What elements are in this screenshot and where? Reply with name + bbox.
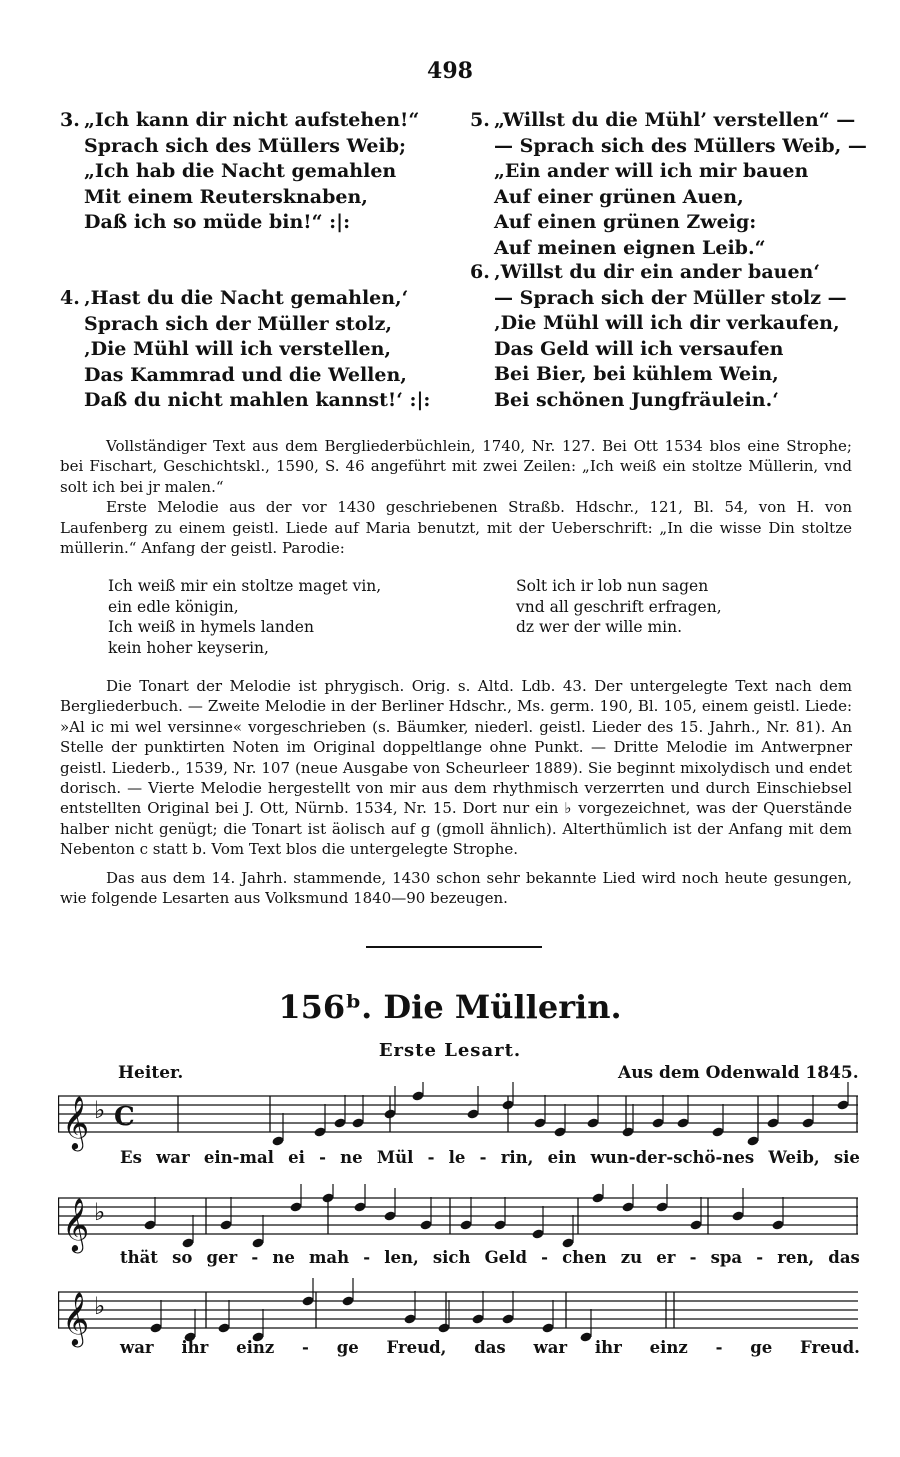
- stanza-line: ‚Hast du die Nacht gemahlen,‘: [84, 287, 409, 309]
- stanza-line: Das Geld will ich versaufen: [494, 337, 784, 360]
- stanza-line: ‚Willst du dir ein ander bauen‘: [494, 261, 820, 283]
- commentary-paragraph: Erste Melodie aus der vor 1430 geschriebenen Straßb. Hdschr., 121, Bl. 54, von H. von Laufenberg zu einem geistl. Liede auf Maria benutzt, mit der Ueberschrift: „In die wisse Din stoltze müllerin.“ Anfang der geistl. Parodie:: [60, 498, 852, 558]
- stanza-3: [60, 108, 419, 236]
- lyric-syllable: das: [474, 1338, 506, 1357]
- stanza-line: „Ein ander will ich mir bauen: [494, 160, 809, 182]
- old-verse-line: Ich weiß in hymels landen: [108, 618, 314, 636]
- lyric-syllable: le: [448, 1148, 466, 1167]
- stanza-line: Auf einen grünen Zweig:: [494, 211, 757, 233]
- lyric-syllable: einz: [236, 1338, 275, 1357]
- lyric-syllable: ihr: [594, 1338, 622, 1357]
- stanza-4: [60, 286, 430, 414]
- stanza-line: Auf meinen eignen Leib.“: [494, 236, 766, 259]
- stanza-line: Daß du nicht mahlen kannst!‘ :|:: [84, 389, 431, 411]
- lyric-syllable: -: [715, 1338, 723, 1357]
- commentary-top: [60, 436, 852, 558]
- old-verse-line: Solt ich ir lob nun sagen: [516, 577, 709, 595]
- lyric-syllable: -: [541, 1248, 548, 1267]
- lyric-syllable: war: [533, 1338, 568, 1357]
- lyric-syllable: Freud,: [386, 1338, 447, 1357]
- lyrics-line-2: [120, 1248, 860, 1267]
- lyric-syllable: ein: [547, 1148, 577, 1167]
- stanza-line: Bei schönen Jungfräulein.‘: [494, 388, 779, 411]
- stanza-line: Daß ich so müde bin!“ :|:: [84, 211, 351, 233]
- lyric-syllable: Weib,: [768, 1148, 820, 1167]
- lyric-syllable: so: [172, 1248, 193, 1267]
- commentary-bottom: [60, 676, 852, 908]
- old-verse-line: vnd all geschrift erfragen,: [516, 597, 722, 616]
- lyric-syllable: sie: [833, 1148, 860, 1167]
- lyric-syllable: Freud.: [800, 1338, 860, 1357]
- stanza-line: „Willst du die Mühl’ verstellen“ —: [494, 109, 856, 131]
- lyric-syllable: ihr: [181, 1338, 209, 1357]
- stanza-6: [470, 260, 847, 413]
- stanza-number: 5.: [470, 109, 490, 131]
- old-verse-right: [516, 576, 722, 638]
- lyric-syllable: chen: [562, 1248, 607, 1267]
- stanza-line: Auf einer grünen Auen,: [494, 185, 744, 208]
- lyric-syllable: -: [302, 1338, 309, 1357]
- lyric-syllable: zu: [620, 1248, 643, 1267]
- song-subtitle: Erste Lesart.: [378, 1040, 522, 1061]
- key-signature-flat-icon: ♭: [94, 1198, 106, 1226]
- lyrics-line-1: [120, 1148, 860, 1167]
- lyric-syllable: -: [363, 1248, 371, 1267]
- song-heading: [0, 988, 900, 1026]
- old-verse-line: dz wer der wille min.: [516, 618, 683, 636]
- stanza-number: 3.: [60, 109, 80, 131]
- lyric-syllable: war: [156, 1148, 190, 1167]
- lyric-syllable: ger: [206, 1248, 238, 1267]
- stanza-line: ‚Die Mühl will ich verstellen,: [84, 338, 391, 360]
- stanza-line: Sprach sich der Müller stolz,: [84, 312, 392, 335]
- song-title: Die Müllerin.: [383, 988, 622, 1026]
- lyric-syllable: er: [656, 1248, 676, 1267]
- old-verse-line: ein edle königin,: [108, 597, 239, 616]
- song-origin: Aus dem Odenwald 1845.: [618, 1063, 859, 1083]
- lyric-syllable: -: [427, 1148, 435, 1167]
- stanza-5: [470, 108, 867, 261]
- lyric-syllable: mah: [308, 1248, 350, 1267]
- stanza-line: — Sprach sich der Müller stolz —: [494, 286, 847, 309]
- tempo-marking: Heiter.: [118, 1063, 184, 1083]
- old-verse-line: kein hoher keyserin,: [108, 638, 269, 657]
- lyric-syllable: Mül: [376, 1148, 414, 1167]
- stanza-number: 6.: [470, 261, 490, 283]
- commentary-paragraph: Das aus dem 14. Jahrh. stammende, 1430 schon sehr bekannte Lied wird noch heute gesungen, wie folgende Lesarten aus Volksmund 1840—90 bezeugen.: [60, 868, 852, 908]
- commentary-paragraph: Die Tonart der Melodie ist phrygisch. Orig. s. Altd. Ldb. 43. Der untergelegte Text nach dem Bergliederbuch. — Zweite Melodie in der Berliner Hdschr., Ms. germ. 190, Bl. 105, einem geistl. Liede: »Al ic mi wel versinne« vorgeschrieben (s. Bäumker, niederl. geistl. Lieder des 15. Jahrh., Nr. 81). An Stelle der punktirten Noten im Original doppeltlange ohne Punkt. — Dritte Melodie im Antwerpner geistl. Liederb., 1539, Nr. 107 (neue Ausgabe von Scheurleer 1889). Sie beginnt mixolydisch und endet dorisch. — Vierte Melodie hergestellt von mir aus dem rhythmisch verzerrten und durch Einschiebsel entstellten Original bei J. Ott, Nürnb. 1534, Nr. 15. Dort nur ein ♭ vorgezeichnet, was der Querstände halber nicht genügt; die Tonart ist äolisch auf g (gmoll ähnlich). Alterthümlich ist der Anfang mit dem Nebenton c statt b. Vom Text blos die untergelegte Strophe.: [60, 677, 852, 859]
- stanza-line: Bei Bier, bei kühlem Wein,: [494, 363, 779, 385]
- old-verse-left: [108, 576, 381, 658]
- lyric-syllable: -: [689, 1248, 697, 1267]
- lyric-syllable: -: [319, 1148, 326, 1167]
- treble-clef-icon: 𝄞: [62, 1197, 90, 1251]
- lyric-syllable: Es: [120, 1148, 142, 1167]
- common-time-icon: C: [114, 1102, 135, 1132]
- lyric-syllable: wun-der-schö-nes: [590, 1148, 755, 1167]
- treble-clef-icon: 𝄞: [62, 1095, 90, 1149]
- stanza-line: „Ich kann dir nicht aufstehen!“: [84, 109, 420, 131]
- lyric-syllable: -: [251, 1248, 259, 1267]
- treble-clef-icon: 𝄞: [62, 1291, 90, 1345]
- lyric-syllable: Geld: [484, 1248, 527, 1267]
- song-number: 156ᵇ.: [278, 988, 373, 1026]
- lyric-syllable: len,: [384, 1248, 419, 1267]
- lyric-syllable: ei: [288, 1148, 305, 1167]
- lyric-syllable: ge: [336, 1338, 359, 1357]
- key-signature-flat-icon: ♭: [94, 1292, 106, 1320]
- lyric-syllable: ein-mal: [203, 1148, 274, 1167]
- stanza-line: „Ich hab die Nacht gemahlen: [84, 160, 397, 182]
- lyric-syllable: spa: [710, 1248, 743, 1267]
- stanza-line: Sprach sich des Müllers Weib;: [84, 134, 407, 157]
- stanza-line: Das Kammrad und die Wellen,: [84, 363, 407, 386]
- lyric-syllable: sich: [432, 1248, 471, 1267]
- lyric-syllable: rin,: [500, 1148, 534, 1167]
- lyric-syllable: thät: [120, 1248, 158, 1267]
- lyrics-line-3: [120, 1338, 860, 1357]
- lyric-syllable: -: [756, 1248, 764, 1267]
- key-signature-flat-icon: ♭: [94, 1096, 106, 1124]
- lyric-syllable: ren,: [777, 1248, 815, 1267]
- page-number: 498: [427, 58, 473, 84]
- old-verse-line: Ich weiß mir ein stoltze maget vin,: [108, 577, 382, 595]
- stanza-number: 4.: [60, 287, 80, 309]
- lyric-syllable: einz: [649, 1338, 688, 1357]
- lyric-syllable: ge: [750, 1338, 773, 1357]
- lyric-syllable: -: [479, 1148, 487, 1167]
- lyric-syllable: das: [828, 1248, 860, 1267]
- lyric-syllable: war: [120, 1338, 154, 1357]
- stanza-line: — Sprach sich des Müllers Weib, —: [494, 134, 867, 157]
- stanza-line: ‚Die Mühl will ich dir verkaufen,: [494, 312, 840, 334]
- lyric-syllable: ne: [340, 1148, 363, 1167]
- lyric-syllable: ne: [272, 1248, 295, 1267]
- commentary-paragraph: Vollständiger Text aus dem Bergliederbüchlein, 1740, Nr. 127. Bei Ott 1534 blos eine Strophe; bei Fischart, Geschichtskl., 1590, S. 46 angeführt mit zwei Zeilen: „Ich weiß ein stoltze Müllerin, vnd solt ich bei jr malen.“: [60, 437, 852, 496]
- stanza-line: Mit einem Reutersknaben,: [84, 185, 368, 208]
- section-divider: [366, 946, 542, 948]
